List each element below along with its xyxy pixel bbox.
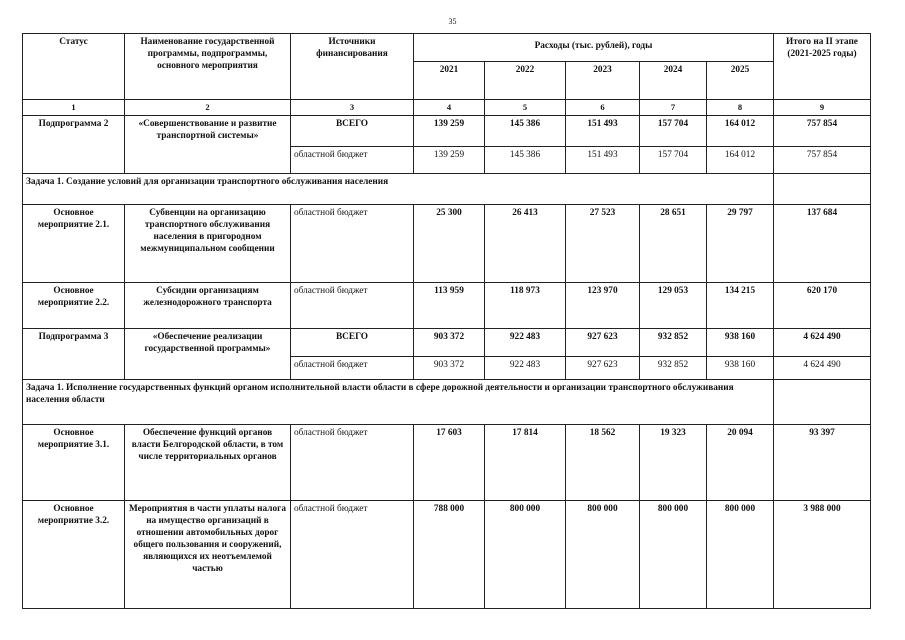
- row-value: 157 704: [640, 115, 707, 146]
- row-total: 137 684: [774, 204, 871, 282]
- row-value: 18 562: [566, 424, 640, 500]
- row-value: 17 603: [414, 424, 485, 500]
- row-value: 139 259: [414, 115, 485, 146]
- task-row: [23, 379, 871, 424]
- row-value: 19 323: [640, 424, 707, 500]
- column-number: 6: [566, 100, 640, 116]
- task-title: Задача 1. Исполнение государственных функций органом исполнительной власти области в сфере дорожной деятельности и организации транспортного обслуживания населения области: [23, 379, 774, 424]
- row-value: 151 493: [566, 146, 640, 173]
- row-value: 788 000: [414, 500, 485, 608]
- row-name: Мероприятия в части уплаты налога на имущество организаций в отношении автомобильных дорог общего пользования и сооружений, являющихся их неотъемлемой частью: [125, 500, 291, 608]
- row-status: Основное мероприятие 2.2.: [23, 282, 125, 328]
- table-row: [23, 424, 871, 500]
- row-source: областной бюджет: [291, 282, 414, 328]
- row-name: «Совершенствование и развитие транспортной системы»: [125, 115, 291, 173]
- row-value: 164 012: [707, 115, 774, 146]
- row-value: 922 483: [485, 356, 566, 379]
- row-status: Основное мероприятие 3.1.: [23, 424, 125, 500]
- row-source: областной бюджет: [291, 204, 414, 282]
- task-title: Задача 1. Создание условий для организации транспортного обслуживания населения: [23, 173, 774, 204]
- header-year: 2023: [566, 62, 640, 100]
- task-row: [23, 173, 871, 204]
- header-year: 2025: [707, 62, 774, 100]
- row-value: 139 259: [414, 146, 485, 173]
- row-value: 932 852: [640, 328, 707, 356]
- row-value: 26 413: [485, 204, 566, 282]
- row-value: 164 012: [707, 146, 774, 173]
- row-value: 20 094: [707, 424, 774, 500]
- header-status: Статус: [23, 34, 125, 100]
- row-total: 4 624 490: [774, 356, 871, 379]
- row-status: Подпрограмма 2: [23, 115, 125, 173]
- column-number: 8: [707, 100, 774, 116]
- row-value: 145 386: [485, 115, 566, 146]
- header-year: 2024: [640, 62, 707, 100]
- row-name: Обеспечение функций органов власти Белгородской области, в том числе территориальных органов: [125, 424, 291, 500]
- row-name: «Обеспечение реализации государственной программы»: [125, 328, 291, 379]
- row-value: 922 483: [485, 328, 566, 356]
- row-source: областной бюджет: [291, 356, 414, 379]
- row-value: 134 215: [707, 282, 774, 328]
- table-row: [23, 328, 871, 356]
- row-name: Субсидии организациям железнодорожного транспорта: [125, 282, 291, 328]
- column-number-row: [23, 100, 871, 116]
- task-empty-cell: [774, 379, 871, 424]
- row-source: областной бюджет: [291, 146, 414, 173]
- row-value: 800 000: [566, 500, 640, 608]
- row-total: 620 170: [774, 282, 871, 328]
- row-source: областной бюджет: [291, 424, 414, 500]
- header-source: Источники финансирования: [291, 34, 414, 100]
- row-value: 123 970: [566, 282, 640, 328]
- row-value: 27 523: [566, 204, 640, 282]
- row-value: 118 973: [485, 282, 566, 328]
- row-value: 113 959: [414, 282, 485, 328]
- header-expenses: Расходы (тыс. рублей), годы: [414, 34, 774, 62]
- row-value: 903 372: [414, 328, 485, 356]
- row-value: 800 000: [640, 500, 707, 608]
- row-total: 3 988 000: [774, 500, 871, 608]
- budget-table: [22, 33, 871, 609]
- row-value: 129 053: [640, 282, 707, 328]
- row-source: ВСЕГО: [291, 115, 414, 146]
- row-value: 938 160: [707, 356, 774, 379]
- table-row: [23, 282, 871, 328]
- header-year: 2022: [485, 62, 566, 100]
- row-name: Субвенции на организацию транспортного обслуживания населения в пригородном межмуниципальном сообщении: [125, 204, 291, 282]
- row-value: 17 814: [485, 424, 566, 500]
- row-value: 29 797: [707, 204, 774, 282]
- header-year: 2021: [414, 62, 485, 100]
- column-number: 2: [125, 100, 291, 116]
- row-total: 4 624 490: [774, 328, 871, 356]
- row-value: 903 372: [414, 356, 485, 379]
- column-number: 5: [485, 100, 566, 116]
- table-row: [23, 204, 871, 282]
- row-source: областной бюджет: [291, 500, 414, 608]
- column-number: 7: [640, 100, 707, 116]
- row-value: 927 623: [566, 356, 640, 379]
- row-total: 757 854: [774, 146, 871, 173]
- row-value: 800 000: [485, 500, 566, 608]
- column-number: 9: [774, 100, 871, 116]
- row-source: ВСЕГО: [291, 328, 414, 356]
- column-number: 1: [23, 100, 125, 116]
- row-value: 932 852: [640, 356, 707, 379]
- row-total: 757 854: [774, 115, 871, 146]
- row-value: 938 160: [707, 328, 774, 356]
- header-row: [23, 34, 871, 62]
- row-value: 25 300: [414, 204, 485, 282]
- row-value: 800 000: [707, 500, 774, 608]
- header-total: Итого на II этапе (2021-2025 годы): [774, 34, 871, 100]
- row-value: 145 386: [485, 146, 566, 173]
- row-status: Основное мероприятие 2.1.: [23, 204, 125, 282]
- row-status: Основное мероприятие 3.2.: [23, 500, 125, 608]
- row-value: 151 493: [566, 115, 640, 146]
- task-empty-cell: [774, 173, 871, 204]
- page-number: 35: [448, 17, 457, 26]
- row-value: 28 651: [640, 204, 707, 282]
- column-number: 3: [291, 100, 414, 116]
- table-row: [23, 115, 871, 146]
- row-status: Подпрограмма 3: [23, 328, 125, 379]
- column-number: 4: [414, 100, 485, 116]
- row-value: 157 704: [640, 146, 707, 173]
- row-total: 93 397: [774, 424, 871, 500]
- row-value: 927 623: [566, 328, 640, 356]
- table-row: [23, 500, 871, 608]
- header-name: Наименование государственной программы, подпрограммы, основного мероприятия: [125, 34, 291, 100]
